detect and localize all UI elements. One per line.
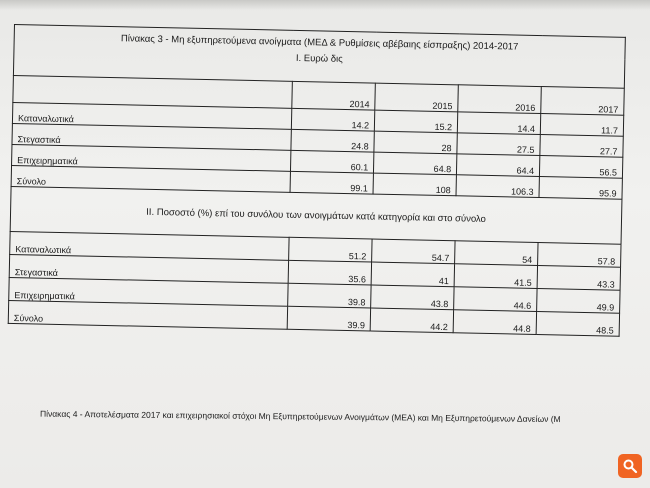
table-title: Πίνακας 3 - Μη εξυπηρετούμενα ανοίγματα (ΜΕΔ & Ρυθμίσεις αβέβαιης είσπραξης) 2014-2017 (14, 25, 625, 60)
table-subtitle: Ι. Ευρώ δις (13, 47, 624, 88)
row-label: Σύνολο (11, 165, 291, 192)
value-cell: 54 (455, 241, 538, 266)
value-cell: 14.2 (292, 108, 375, 131)
printed-sheet (8, 24, 650, 338)
value-cell: 57.8 (538, 243, 621, 268)
value-cell: 64.8 (374, 152, 457, 175)
value-cell: 35.6 (288, 260, 371, 285)
paper-edge (0, 0, 650, 10)
row-label: Στεγαστικά (12, 123, 292, 150)
value-cell: 14.4 (457, 112, 540, 135)
value-cell: 39.8 (288, 283, 371, 308)
value-cell: 27.5 (457, 133, 540, 156)
value-cell: 54.7 (372, 239, 455, 264)
row-label: Επιχειρηματικά (12, 144, 292, 171)
value-cell: 41 (371, 262, 454, 287)
row-label: Επιχειρηματικά (9, 277, 289, 306)
value-cell: 28 (374, 131, 457, 154)
table-3 (8, 24, 626, 337)
section-title: ΙΙ. Ποσοστό (%) επί του συνόλου των ανοιγμάτων κατά κατηγορία και στο σύνολο (10, 186, 622, 244)
row-label: Στεγαστικά (9, 254, 289, 283)
value-cell: 43.8 (371, 285, 454, 310)
magnifier-icon (618, 454, 642, 478)
value-cell: 95.9 (539, 177, 622, 200)
value-cell: 60.1 (291, 150, 374, 173)
value-cell: 44.2 (370, 308, 453, 333)
year-header: 2016 (458, 85, 541, 114)
value-cell: 99.1 (290, 171, 373, 194)
value-cell: 24.8 (291, 129, 374, 152)
row-label: Καταναλωτικά (10, 231, 290, 260)
value-cell: 49.9 (537, 289, 620, 314)
table-4-caption: Πίνακας 4 - Αποτελέσματα 2017 και επιχειρησιακοί στόχοι Μη Εξυπηρετούμενων Ανοιγμάτων (ΜΕΑ) και Μη Εξυπηρετούμενων Δανείων (Μ (39, 408, 561, 425)
year-header: 2014 (292, 81, 375, 110)
year-header: 2015 (375, 83, 458, 112)
row-label: Καταναλωτικά (12, 102, 292, 129)
value-cell: 11.7 (540, 114, 623, 137)
value-cell: 64.4 (457, 154, 540, 177)
row-label: Σύνολο (8, 300, 288, 329)
value-cell: 27.7 (540, 135, 623, 158)
year-header: 2017 (541, 87, 625, 116)
value-cell: 43.3 (537, 266, 620, 291)
value-cell: 44.6 (454, 287, 537, 312)
value-cell: 48.5 (536, 312, 619, 337)
value-cell: 106.3 (456, 175, 539, 198)
value-cell: 56.5 (539, 156, 622, 179)
value-cell: 108 (373, 173, 456, 196)
value-cell: 39.9 (287, 306, 370, 331)
value-cell: 41.5 (454, 264, 537, 289)
value-cell: 51.2 (289, 237, 372, 262)
value-cell: 44.8 (453, 310, 536, 335)
value-cell: 15.2 (375, 110, 458, 133)
